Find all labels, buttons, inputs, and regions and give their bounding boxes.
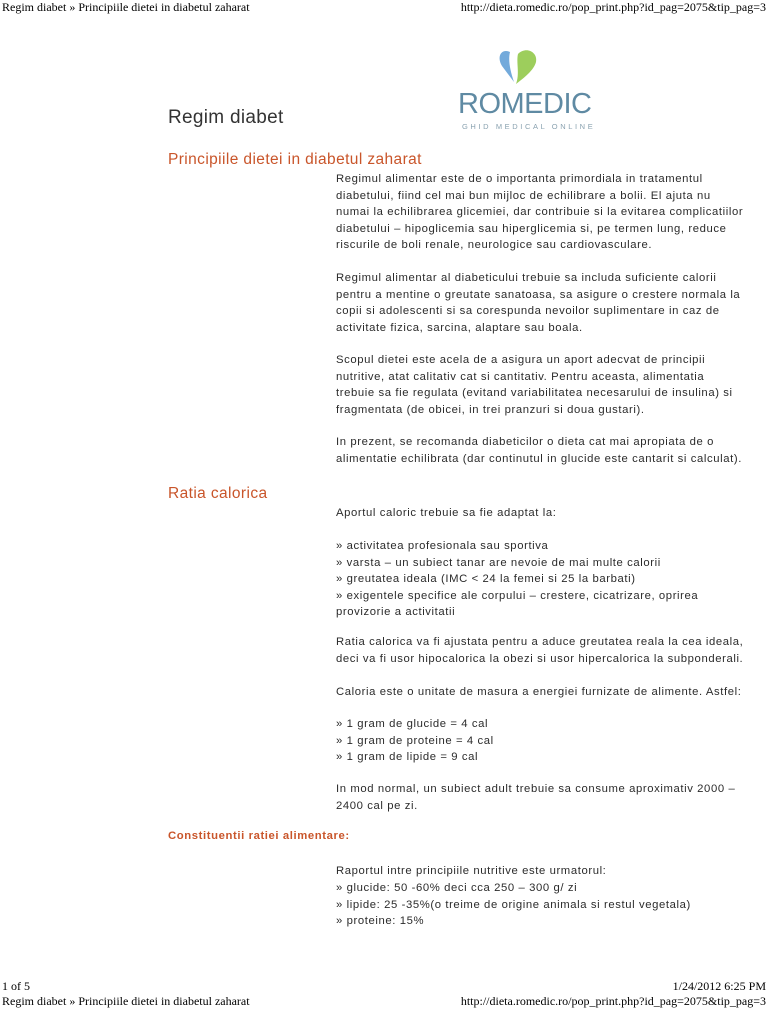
text-line: Regimul alimentar al diabeticului trebuie sa includa suficiente calorii [336,272,717,284]
text-line: Raportul intre principiile nutritive este urmatorul: [336,865,607,877]
list-item: » 1 gram de proteine = 4 cal [336,734,494,747]
text-line: deci va fi usor hipocalorica la obezi si usor hipercalorica la subponderali. [336,652,744,665]
page-title: Regim diabet [168,107,284,128]
text-line: numai la echilibrarea glicemiei, dar contribuie si la evitarea complicatiilor [336,206,744,218]
paragraph-1 [336,171,768,254]
list-nutrients [336,880,768,930]
text-line: 2400 cal pe zi. [336,799,418,812]
list-item: » 1 gram de lipide = 9 cal [336,751,479,763]
text-line: nutritive, atat calitativ cat si cantitativ. Pentru aceasta, alimentatia [336,370,705,383]
text-line: diabetului – hipoglicemia sau hiperglicemia si, pe termen lung, reduce [336,222,727,235]
paragraph-8 [336,781,768,814]
romedic-logo [456,46,596,136]
text-line: Caloria este o unitate de masura a energiei furnizate de alimente. Astfel: [336,686,742,698]
list-item: » proteine: 15% [336,915,425,927]
list-item: » glucide: 50 -60% deci cca 250 – 300 g/ zi [336,882,578,894]
list-calories [336,716,768,766]
heart-leaf-icon [456,46,596,91]
list-caloric-factors [336,538,768,621]
text-line: trebuie sa fie regulata (evitand variabilitatea necesarului de insulina) si [336,387,733,399]
list-item: » activitatea profesionala sau sportiva [336,540,549,552]
text-line: pentru a mentine o greutate sanatoasa, sa asigure o crestere normala la [336,288,741,301]
logo-tagline: GHID MEDICAL ONLINE [462,122,596,131]
text-line: Ratia calorica va fi ajustata pentru a aduce greutatea reala la cea ideala, [336,636,744,648]
list-item: » lipide: 25 -35%(o treime de origine animala si restul vegetala) [336,898,691,911]
list-item: » exigentele specifice ale corpului – crestere, cicatrizare, oprirea [336,589,699,602]
paragraph-6 [336,634,768,667]
print-header [0,0,768,16]
next-page-header [0,994,768,1010]
list-item: » greutatea ideala (IMC < 24 la femei si 25 la barbati) [336,573,636,585]
next-page-title: Regim diabet » Principiile dietei in diabetul zaharat [2,994,250,1008]
logo-wordmark: ROMEDIC [458,88,592,120]
paragraph-5 [336,505,768,522]
print-header-url: http://dieta.romedic.ro/pop_print.php?id_pag=2075&tip_pag=3 [460,0,766,14]
text-line: riscurile de boli renale, neurologice sau cardiovasculare. [336,239,653,251]
paragraph-9 [336,863,768,880]
list-item: » 1 gram de glucide = 4 cal [336,718,489,730]
paragraph-3 [336,352,768,418]
text-line: activitate fizica, sarcina, alaptare sau boala. [336,321,583,334]
text-line: alimentatie echilibrata (dar continutul in glucide este cantarit si calculat). [336,452,742,465]
text-line: In mod normal, un subiect adult trebuie sa consume aproximativ 2000 – [336,783,736,795]
text-line: diabetului, fiind cel mai bun mijloc de echilibrare a bolii. El ajuta nu [336,189,711,202]
text-line: fragmentata (de obicei, in trei pranzuri si doua gustari). [336,403,645,416]
text-line: Regimul alimentar este de o importanta primordiala in tratamentul [336,173,703,185]
print-datetime: 1/24/2012 6:25 PM [672,979,766,993]
list-item: » varsta – un subiect tanar are nevoie de mai multe calorii [336,556,661,569]
print-header-title: Regim diabet » Principiile dietei in diabetul zaharat [2,0,250,14]
paragraph-2 [336,270,768,336]
text-line: Scopul dietei este acela de a asigura un aport adecvat de principii [336,354,706,366]
subsection-title: Constituentii ratiei alimentare: [168,830,350,842]
next-page-url: http://dieta.romedic.ro/pop_print.php?id_pag=2075&tip_pag=3 [460,994,766,1008]
paragraph-4 [336,434,768,467]
paragraph-7 [336,684,768,701]
text-line: In prezent, se recomanda diabeticilor o dieta cat mai apropiata de o [336,436,715,448]
print-footer [0,979,768,995]
section-title-caloric-ratio: Ratia calorica [168,485,268,502]
page-counter: 1 of 5 [2,979,30,993]
text-line: Aportul caloric trebuie sa fie adaptat la: [336,507,557,519]
text-line: copii si adolescenti si sa corespunda nevoilor suplimentare in caz de [336,305,720,317]
section-title-principles: Principiile dietei in diabetul zaharat [168,151,422,168]
list-item: provizorie a activitatii [336,606,456,618]
